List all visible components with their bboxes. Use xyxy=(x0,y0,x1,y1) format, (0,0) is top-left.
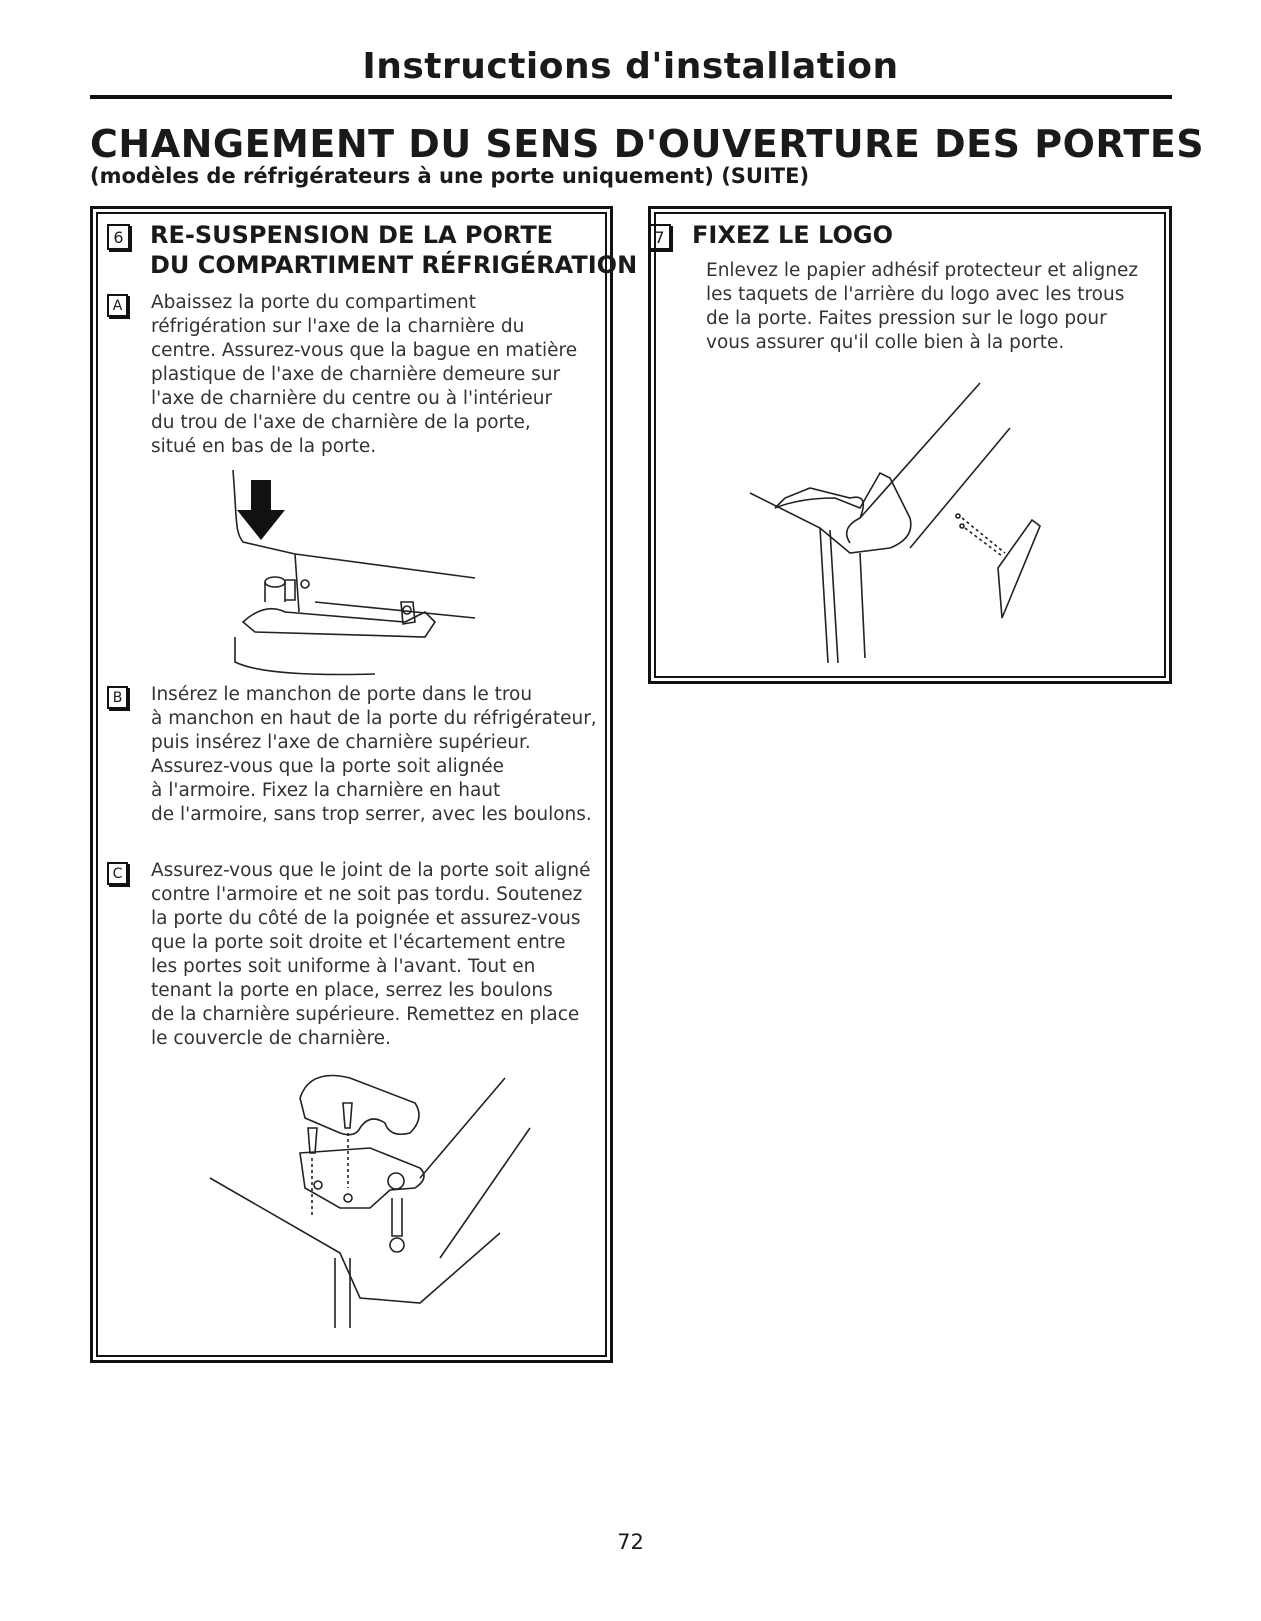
header-divider xyxy=(90,95,1172,99)
logo-illustration xyxy=(740,378,1080,668)
step6b-label: B xyxy=(107,686,128,709)
step6-title-line1: RE-SUSPENSION DE LA PORTE xyxy=(150,221,554,249)
step6a-label: A xyxy=(107,294,128,317)
arrow-down-icon xyxy=(237,480,285,540)
step7-title: FIXEZ LE LOGO xyxy=(692,221,893,249)
step6a-text: Abaissez la porte du compartiment réfrigération sur l'axe de la charnière du centre. Assurez-vous que la bague en matière plastique de l'axe de charnière demeure sur l'axe de charnière du centre ou à l'intérieur du trou de l'axe de charnière de la porte, situé en bas de la porte. xyxy=(151,292,578,457)
top-hinge-illustration xyxy=(200,1058,540,1328)
step6c-text: Assurez-vous que le joint de la porte soit aligné contre l'armoire et ne soit pas tordu. Soutenez la porte du côté de la poignée et assurez-vous que la porte soit droite et l'écartement entre les portes soit uniforme à l'avant. Tout en tenant la porte en place, serrez les boulons de la charnière supérieure. Remettez en place le couvercle de charnière. xyxy=(151,860,591,1049)
step6b-text: Insérez le manchon de porte dans le trou à manchon en haut de la porte du réfrigérateur, puis insérez l'axe de charnière supérieur. Assurez-vous que la porte soit alignée à l'armoire. Fixez la charnière en haut de l'armoire, sans trop serrer, avec les boulons. xyxy=(151,684,597,825)
step6-title-line2: DU COMPARTIMENT RÉFRIGÉRATION xyxy=(150,251,638,279)
header-title: Instructions d'installation xyxy=(362,46,899,87)
door-hinge-illustration xyxy=(225,462,525,692)
main-title: CHANGEMENT DU SENS D'OUVERTURE DES PORTES xyxy=(90,122,1205,166)
step6-number: 6 xyxy=(107,224,130,250)
step7-number: 7 xyxy=(648,224,671,250)
page-number: 72 xyxy=(617,1530,644,1554)
step6c-label: C xyxy=(107,862,128,885)
step7-text: Enlevez le papier adhésif protecteur et alignez les taquets de l'arrière du logo avec les trous de la porte. Faites pression sur le logo pour vous assurer qu'il colle bien à la porte. xyxy=(706,260,1139,353)
subtitle: (modèles de réfrigérateurs à une porte uniquement) (SUITE) xyxy=(90,164,810,188)
